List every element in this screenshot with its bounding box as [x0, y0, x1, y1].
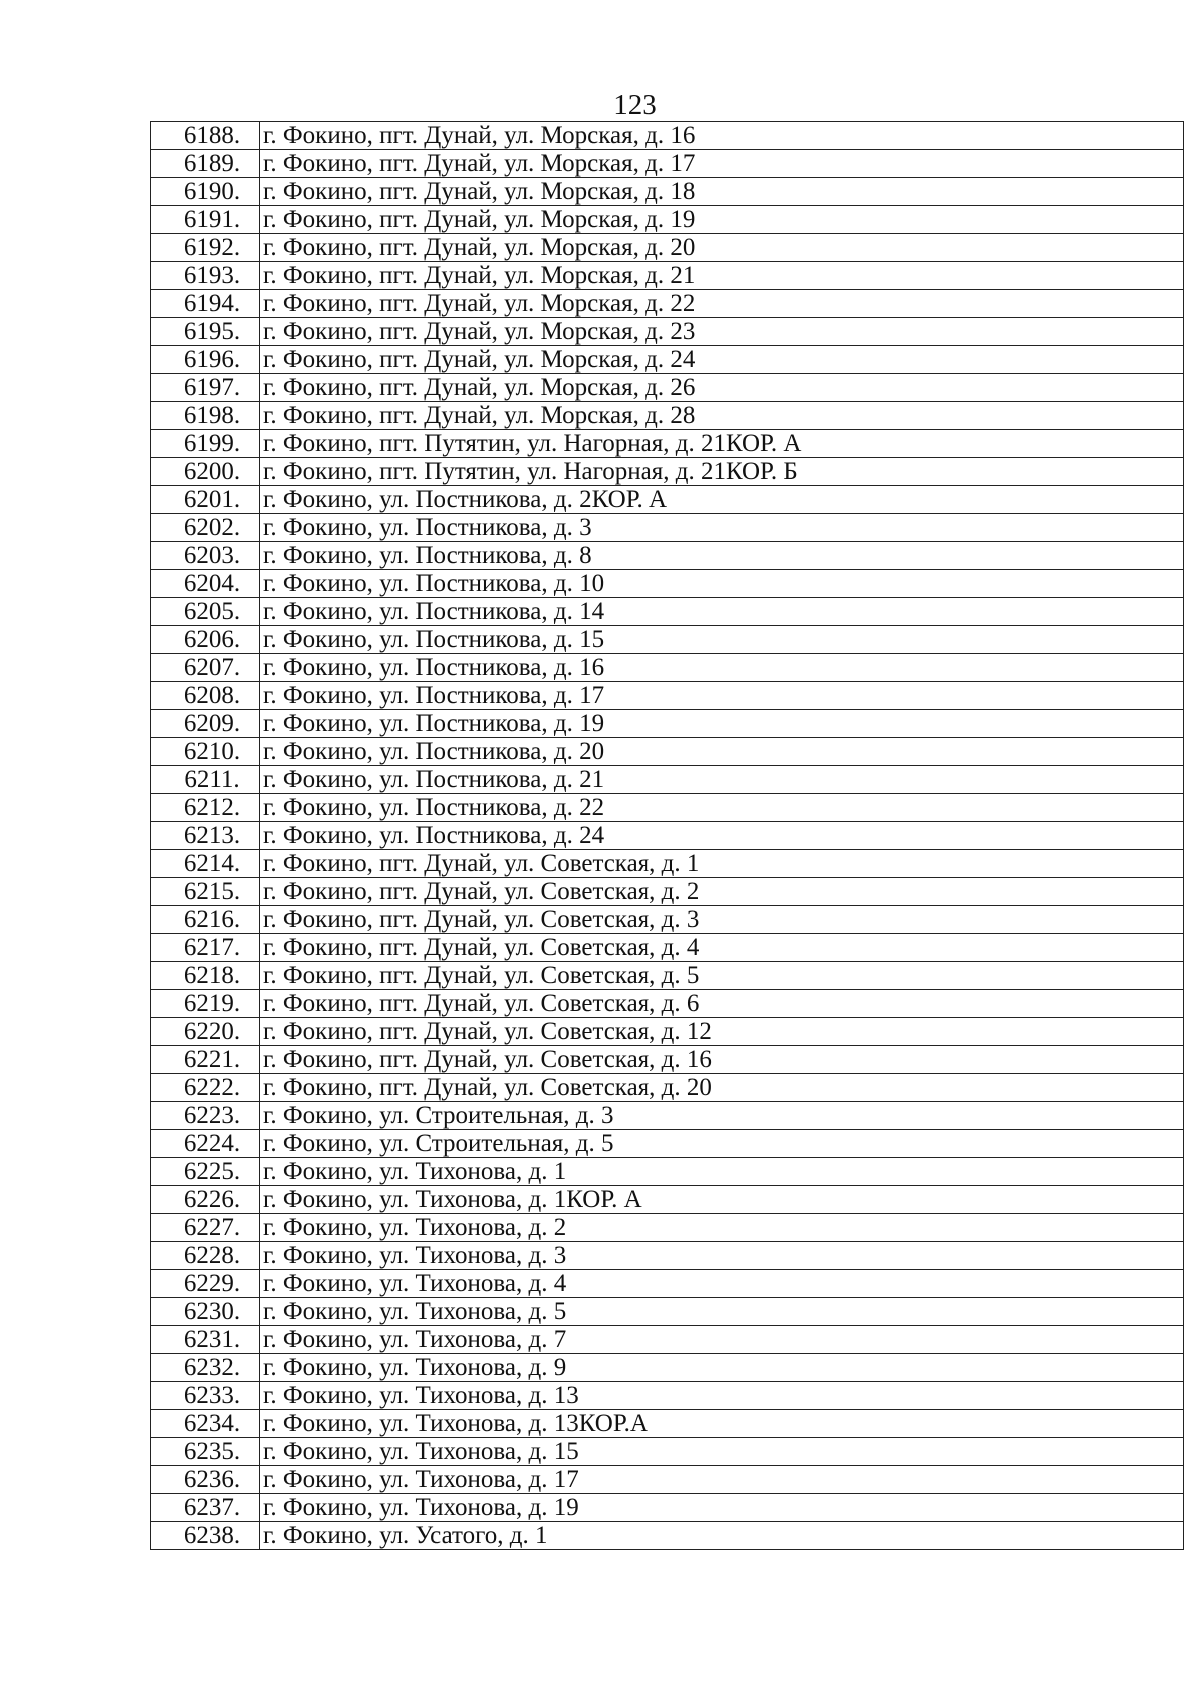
table-row [151, 1494, 1184, 1522]
row-address: г. Фокино, пгт. Дунай, ул. Советская, д. 2 [260, 878, 1184, 906]
row-address: г. Фокино, пгт. Дунай, ул. Морская, д. 19 [260, 206, 1184, 234]
table-row [151, 654, 1184, 682]
row-address: г. Фокино, пгт. Дунай, ул. Морская, д. 28 [260, 402, 1184, 430]
table-row [151, 626, 1184, 654]
row-address: г. Фокино, пгт. Дунай, ул. Морская, д. 22 [260, 290, 1184, 318]
row-address: г. Фокино, пгт. Дунай, ул. Советская, д. 16 [260, 1046, 1184, 1074]
row-address: г. Фокино, ул. Тихонова, д. 4 [260, 1270, 1184, 1298]
row-number: 6207. [151, 654, 260, 682]
table-row [151, 1242, 1184, 1270]
table-row [151, 150, 1184, 178]
row-number: 6215. [151, 878, 260, 906]
table-row [151, 794, 1184, 822]
table-row [151, 1326, 1184, 1354]
table-row [151, 374, 1184, 402]
row-number: 6214. [151, 850, 260, 878]
row-address: г. Фокино, пгт. Дунай, ул. Советская, д. 4 [260, 934, 1184, 962]
row-number: 6200. [151, 458, 260, 486]
page-number: 123 [613, 89, 657, 121]
table-row [151, 178, 1184, 206]
row-address: г. Фокино, пгт. Дунай, ул. Морская, д. 20 [260, 234, 1184, 262]
row-number: 6224. [151, 1130, 260, 1158]
table-row [151, 1270, 1184, 1298]
row-number: 6225. [151, 1158, 260, 1186]
address-table [150, 121, 1184, 1550]
table-row [151, 570, 1184, 598]
row-address: г. Фокино, ул. Постникова, д. 21 [260, 766, 1184, 794]
row-number: 6220. [151, 1018, 260, 1046]
row-address: г. Фокино, ул. Тихонова, д. 2 [260, 1214, 1184, 1242]
row-number: 6198. [151, 402, 260, 430]
table-row [151, 458, 1184, 486]
row-address: г. Фокино, ул. Тихонова, д. 1 [260, 1158, 1184, 1186]
row-number: 6193. [151, 262, 260, 290]
row-address: г. Фокино, ул. Строительная, д. 5 [260, 1130, 1184, 1158]
row-number: 6216. [151, 906, 260, 934]
row-number: 6190. [151, 178, 260, 206]
row-number: 6210. [151, 738, 260, 766]
table-row [151, 822, 1184, 850]
table-row [151, 990, 1184, 1018]
table-row [151, 430, 1184, 458]
row-number: 6188. [151, 122, 260, 150]
row-address: г. Фокино, ул. Постникова, д. 3 [260, 514, 1184, 542]
row-number: 6202. [151, 514, 260, 542]
row-address: г. Фокино, ул. Постникова, д. 20 [260, 738, 1184, 766]
row-number: 6194. [151, 290, 260, 318]
row-number: 6230. [151, 1298, 260, 1326]
row-number: 6223. [151, 1102, 260, 1130]
row-number: 6217. [151, 934, 260, 962]
row-address: г. Фокино, ул. Тихонова, д. 13 [260, 1382, 1184, 1410]
row-number: 6238. [151, 1522, 260, 1550]
table-row [151, 1466, 1184, 1494]
row-number: 6232. [151, 1354, 260, 1382]
row-number: 6219. [151, 990, 260, 1018]
row-number: 6204. [151, 570, 260, 598]
row-address: г. Фокино, ул. Постникова, д. 19 [260, 710, 1184, 738]
table-row [151, 346, 1184, 374]
row-number: 6227. [151, 1214, 260, 1242]
table-row [151, 318, 1184, 346]
row-number: 6213. [151, 822, 260, 850]
row-number: 6226. [151, 1186, 260, 1214]
row-address: г. Фокино, ул. Постникова, д. 22 [260, 794, 1184, 822]
table-row [151, 206, 1184, 234]
row-number: 6234. [151, 1410, 260, 1438]
table-row [151, 1410, 1184, 1438]
row-number: 6237. [151, 1494, 260, 1522]
row-address: г. Фокино, ул. Тихонова, д. 13КОР.А [260, 1410, 1184, 1438]
row-number: 6236. [151, 1466, 260, 1494]
table-row [151, 234, 1184, 262]
row-address: г. Фокино, ул. Постникова, д. 8 [260, 542, 1184, 570]
table-row [151, 1102, 1184, 1130]
row-address: г. Фокино, пгт. Дунай, ул. Советская, д. 20 [260, 1074, 1184, 1102]
table-row [151, 122, 1184, 150]
row-number: 6235. [151, 1438, 260, 1466]
row-address: г. Фокино, ул. Тихонова, д. 9 [260, 1354, 1184, 1382]
row-number: 6203. [151, 542, 260, 570]
row-address: г. Фокино, ул. Тихонова, д. 5 [260, 1298, 1184, 1326]
row-address: г. Фокино, пгт. Дунай, ул. Советская, д. 5 [260, 962, 1184, 990]
row-address: г. Фокино, пгт. Дунай, ул. Советская, д. 12 [260, 1018, 1184, 1046]
table-row [151, 1046, 1184, 1074]
row-address: г. Фокино, ул. Постникова, д. 10 [260, 570, 1184, 598]
row-address: г. Фокино, ул. Тихонова, д. 15 [260, 1438, 1184, 1466]
row-number: 6229. [151, 1270, 260, 1298]
row-number: 6221. [151, 1046, 260, 1074]
row-address: г. Фокино, ул. Постникова, д. 2КОР. А [260, 486, 1184, 514]
row-address: г. Фокино, ул. Постникова, д. 14 [260, 598, 1184, 626]
row-address: г. Фокино, пгт. Дунай, ул. Советская, д. 6 [260, 990, 1184, 1018]
table-row [151, 262, 1184, 290]
row-address: г. Фокино, пгт. Дунай, ул. Морская, д. 17 [260, 150, 1184, 178]
row-number: 6197. [151, 374, 260, 402]
row-number: 6212. [151, 794, 260, 822]
table-row [151, 1382, 1184, 1410]
row-number: 6201. [151, 486, 260, 514]
table-row [151, 1214, 1184, 1242]
row-address: г. Фокино, пгт. Дунай, ул. Морская, д. 16 [260, 122, 1184, 150]
row-number: 6211. [151, 766, 260, 794]
table-row [151, 1298, 1184, 1326]
table-row [151, 1130, 1184, 1158]
row-address: г. Фокино, пгт. Дунай, ул. Морская, д. 23 [260, 318, 1184, 346]
row-number: 6205. [151, 598, 260, 626]
row-address: г. Фокино, ул. Усатого, д. 1 [260, 1522, 1184, 1550]
table-row [151, 1438, 1184, 1466]
table-row [151, 514, 1184, 542]
table-row [151, 486, 1184, 514]
row-address: г. Фокино, пгт. Дунай, ул. Советская, д. 1 [260, 850, 1184, 878]
row-address: г. Фокино, пгт. Дунай, ул. Советская, д. 3 [260, 906, 1184, 934]
table-row [151, 738, 1184, 766]
row-number: 6206. [151, 626, 260, 654]
row-number: 6231. [151, 1326, 260, 1354]
table-row [151, 850, 1184, 878]
table-row [151, 962, 1184, 990]
table-row [151, 934, 1184, 962]
row-address: г. Фокино, ул. Постникова, д. 17 [260, 682, 1184, 710]
row-number: 6196. [151, 346, 260, 374]
row-address: г. Фокино, ул. Постникова, д. 24 [260, 822, 1184, 850]
table-row [151, 1186, 1184, 1214]
table-row [151, 1074, 1184, 1102]
row-address: г. Фокино, ул. Тихонова, д. 7 [260, 1326, 1184, 1354]
row-number: 6233. [151, 1382, 260, 1410]
row-address: г. Фокино, ул. Постникова, д. 15 [260, 626, 1184, 654]
row-number: 6218. [151, 962, 260, 990]
row-address: г. Фокино, пгт. Дунай, ул. Морская, д. 21 [260, 262, 1184, 290]
row-address: г. Фокино, пгт. Путятин, ул. Нагорная, д. 21КОР. Б [260, 458, 1184, 486]
row-address: г. Фокино, ул. Тихонова, д. 17 [260, 1466, 1184, 1494]
table-row [151, 402, 1184, 430]
table-row [151, 542, 1184, 570]
table-row [151, 1018, 1184, 1046]
table-row [151, 682, 1184, 710]
row-address: г. Фокино, ул. Тихонова, д. 19 [260, 1494, 1184, 1522]
row-address: г. Фокино, ул. Строительная, д. 3 [260, 1102, 1184, 1130]
row-number: 6192. [151, 234, 260, 262]
row-address: г. Фокино, ул. Тихонова, д. 3 [260, 1242, 1184, 1270]
row-address: г. Фокино, ул. Тихонова, д. 1КОР. А [260, 1186, 1184, 1214]
row-number: 6189. [151, 150, 260, 178]
row-address: г. Фокино, ул. Постникова, д. 16 [260, 654, 1184, 682]
row-number: 6209. [151, 710, 260, 738]
row-number: 6195. [151, 318, 260, 346]
row-address: г. Фокино, пгт. Путятин, ул. Нагорная, д. 21КОР. А [260, 430, 1184, 458]
table-row [151, 766, 1184, 794]
table-row [151, 878, 1184, 906]
row-number: 6208. [151, 682, 260, 710]
row-number: 6222. [151, 1074, 260, 1102]
row-number: 6199. [151, 430, 260, 458]
row-number: 6191. [151, 206, 260, 234]
table-row [151, 1522, 1184, 1550]
table-row [151, 1158, 1184, 1186]
row-address: г. Фокино, пгт. Дунай, ул. Морская, д. 24 [260, 346, 1184, 374]
table-row [151, 906, 1184, 934]
row-number: 6228. [151, 1242, 260, 1270]
table-row [151, 598, 1184, 626]
row-address: г. Фокино, пгт. Дунай, ул. Морская, д. 26 [260, 374, 1184, 402]
row-address: г. Фокино, пгт. Дунай, ул. Морская, д. 18 [260, 178, 1184, 206]
table-row [151, 1354, 1184, 1382]
address-table-body [151, 122, 1184, 1550]
table-row [151, 710, 1184, 738]
table-row [151, 290, 1184, 318]
